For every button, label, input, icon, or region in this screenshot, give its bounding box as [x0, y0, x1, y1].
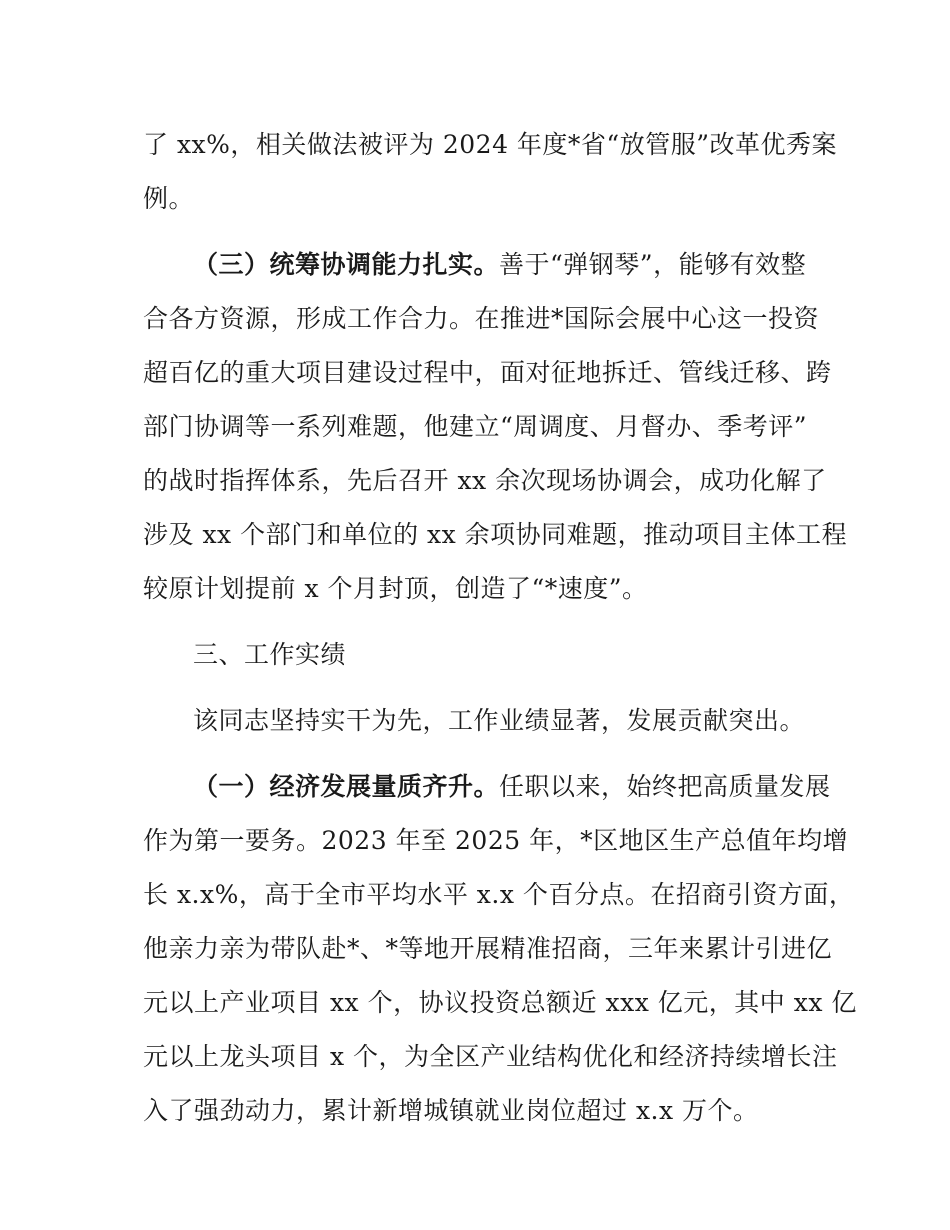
text-line: 他亲力亲为带队赴*、*等地开展精准招商，三年来累计引进亿 [143, 934, 833, 963]
text-line: 涉及 xx 个部门和单位的 xx 余项协同难题，推动项目主体工程 [143, 520, 848, 549]
paragraph-heading: （一）经济发展量质齐升。 [193, 772, 500, 801]
text-line: 例。 [143, 184, 195, 213]
text-line: 较原计划提前 x 个月封顶，创造了“*速度”。 [143, 574, 648, 603]
text-line: 作为第一要务。2023 年至 2025 年，*区地区生产总值年均增 [143, 826, 849, 855]
paragraph-continuation [143, 118, 837, 226]
text-line: 的战时指挥体系，先后召开 xx 余次现场协调会，成功化解了 [143, 466, 827, 495]
paragraph-heading: （三）统筹协调能力扎实。 [193, 250, 500, 279]
text-line: 了 xx%，相关做法被评为 2024 年度*省“放管服”改革优秀案 [143, 130, 837, 159]
text-line: 部门协调等一系列难题，他建立“周调度、月督办、季考评” [143, 412, 808, 441]
text-run: 善于“弹钢琴”，能够有效整 [499, 250, 807, 279]
section-intro: 该同志坚持实干为先，工作业绩显著，发展贡献突出。 [193, 706, 806, 735]
text-line: 合各方资源，形成工作合力。在推进*国际会展中心这一投资 [143, 304, 820, 333]
text-line: 元以上产业项目 xx 个，协议投资总额近 xxx 亿元，其中 xx 亿 [143, 988, 857, 1017]
text-line: 长 x.x%，高于全市平均水平 x.x 个百分点。在招商引资方面， [143, 880, 855, 909]
text-line: 超百亿的重大项目建设过程中，面对征地拆迁、管线迁移、跨 [143, 358, 832, 387]
text-line: 入了强劲动力，累计新增城镇就业岗位超过 x.x 万个。 [143, 1096, 759, 1125]
text-line: 元以上龙头项目 x 个，为全区产业结构优化和经济持续增长注 [143, 1042, 838, 1071]
paragraph-coordination [143, 238, 848, 616]
text-line [143, 760, 831, 814]
section-title: 三、工作实绩 [193, 640, 347, 669]
paragraph-economy [143, 760, 857, 1138]
text-run: 任职以来，始终把高质量发展 [499, 772, 831, 801]
text-line [143, 238, 822, 292]
